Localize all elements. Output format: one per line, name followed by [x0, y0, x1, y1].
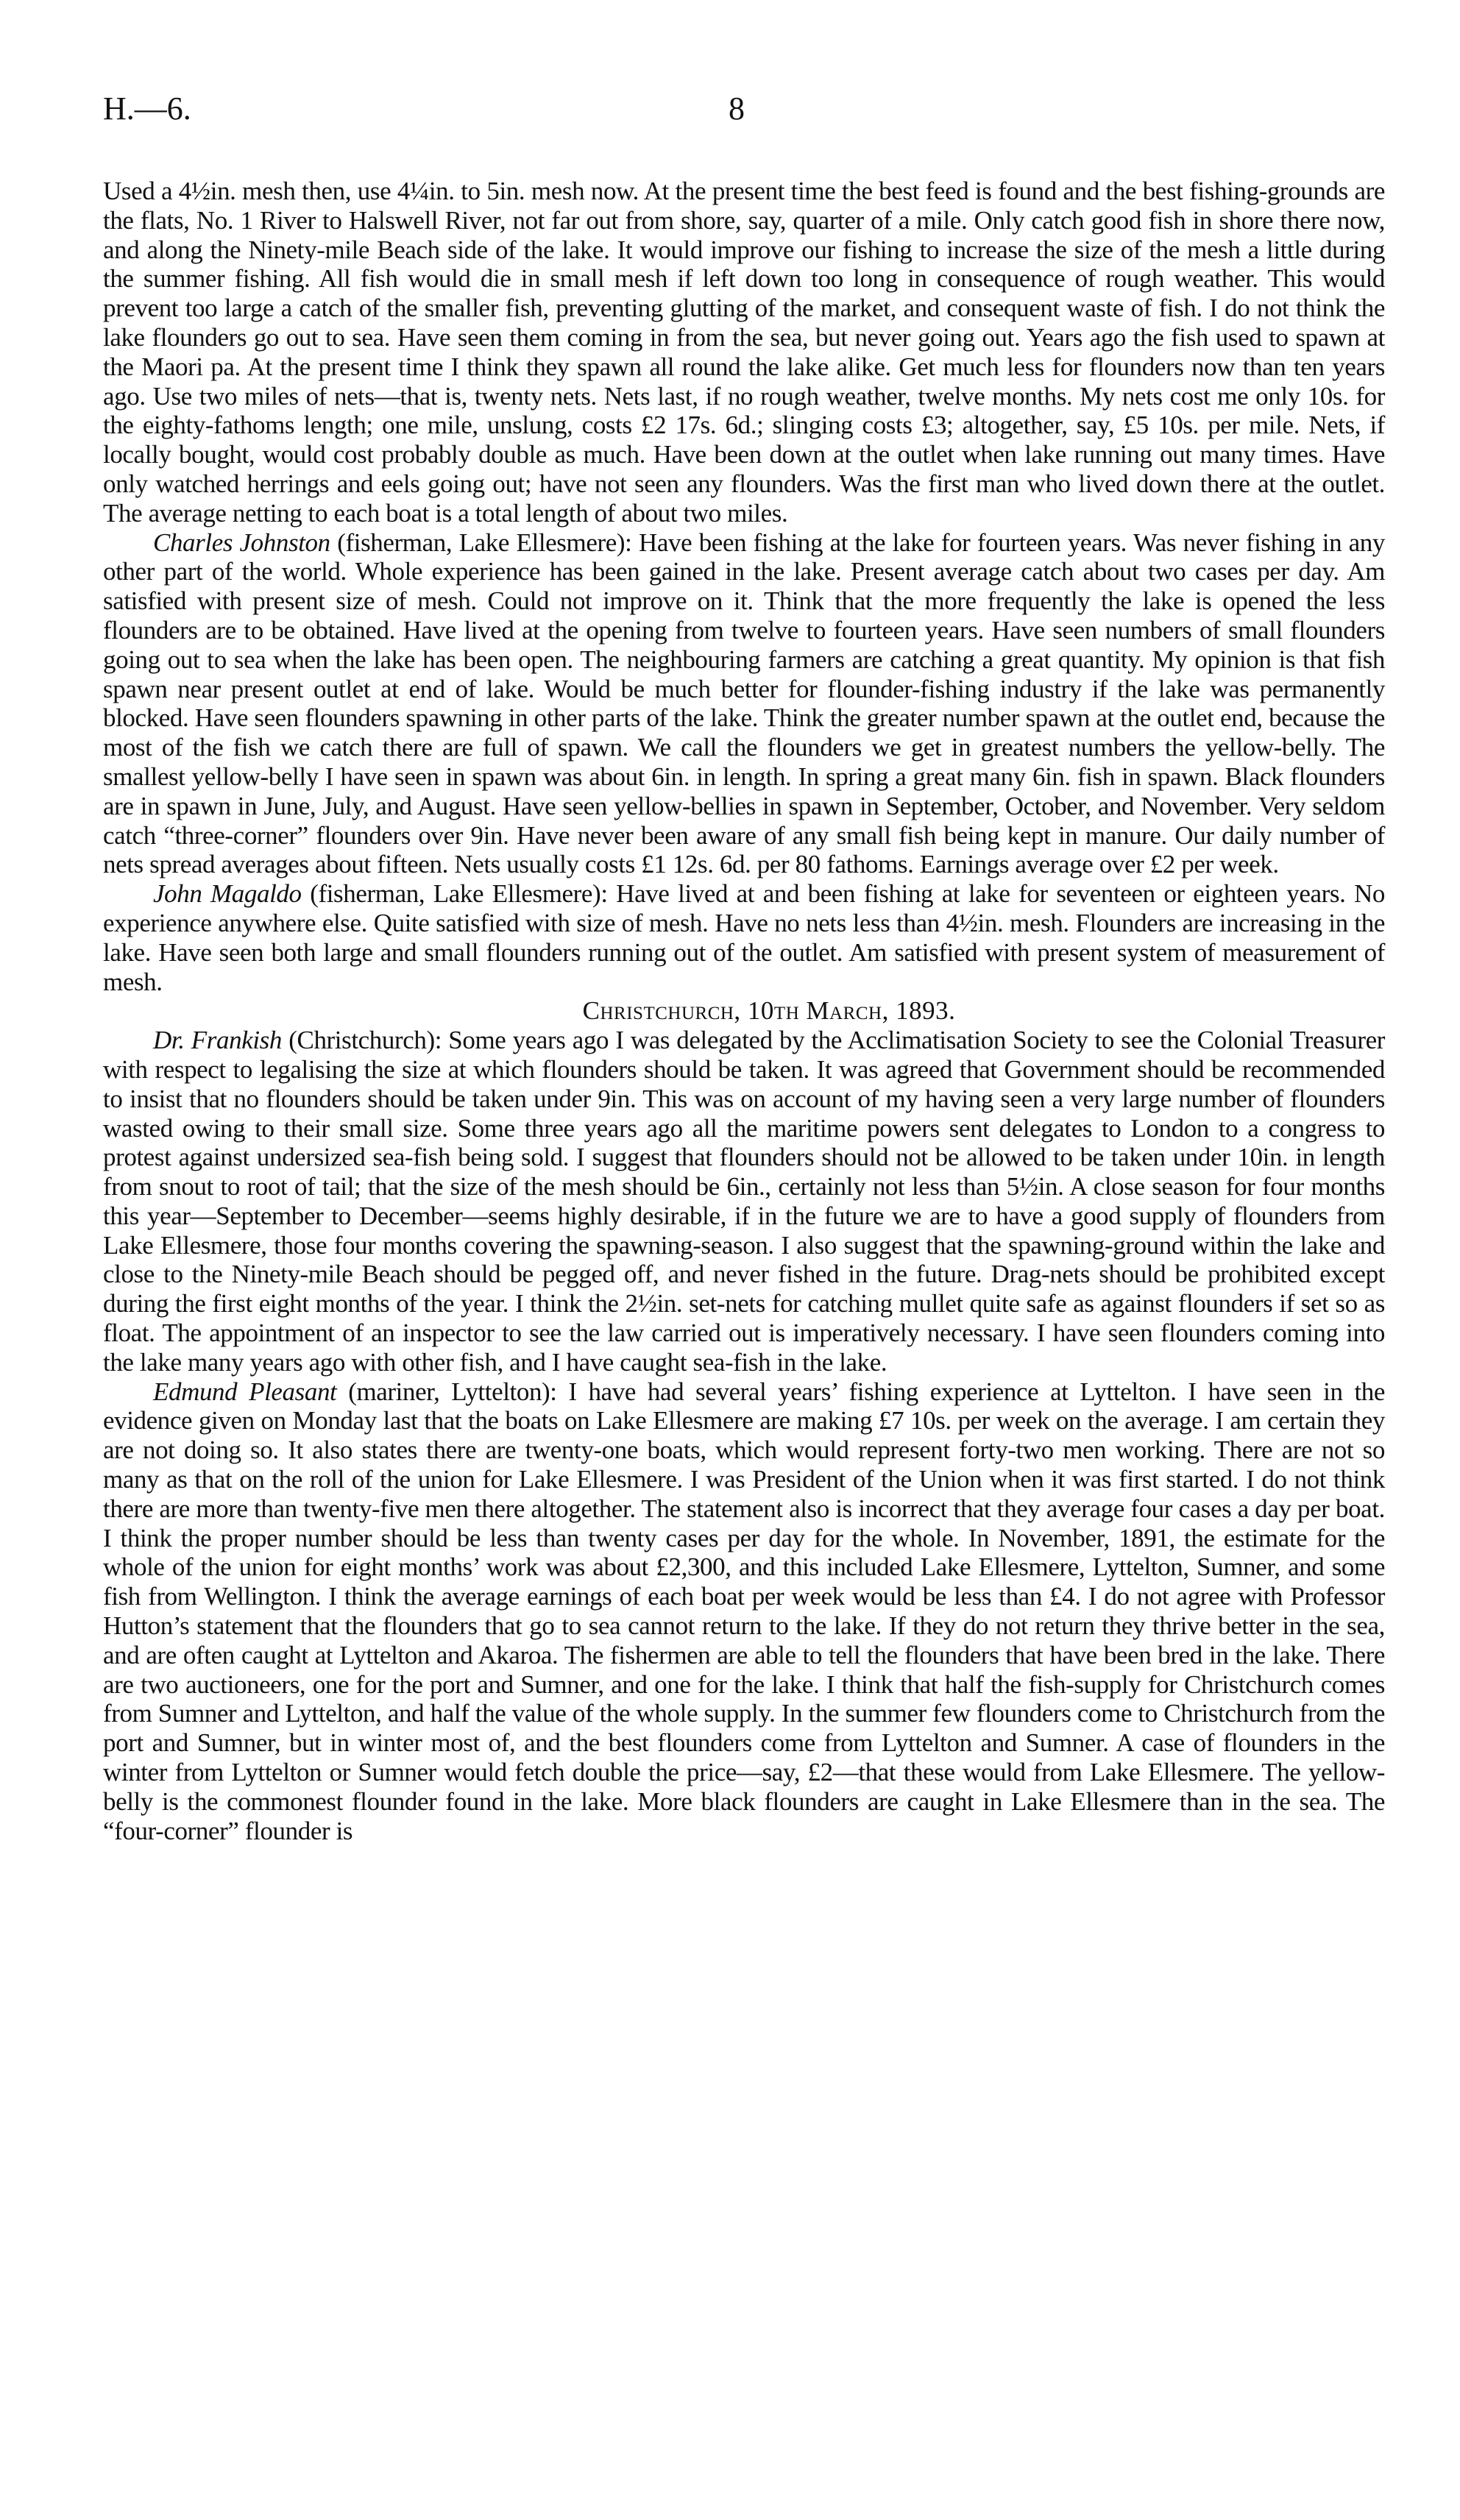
document-reference: H.—6.: [103, 90, 191, 127]
paragraph-johnston: [103, 528, 1385, 880]
document-body: [103, 177, 1385, 1845]
paragraph-frankish: [103, 1026, 1385, 1377]
witness-name: John Magaldo: [153, 879, 302, 909]
paragraph-text: (Christchurch): Some years ago I was delegated by the Acclimatisation Society to see the Colonial Treasurer with respect to legalising the size at which flounders should be taken. It was agreed that Government should be recommended to insist that no flounders should be taken under 9in. This was on account of my having seen a very large number of flounders wasted owing to their small size. Some three years ago all the maritime powers sent delegates to London to a congress to protest against undersized sea-fish being sold. I suggest that flounders should not be allowed to be taken under 10in. in length from snout to root of tail; that the size of the mesh should be 6in., certainly not less than 5½in. A close season for four months this year—September to December—seems highly desirable, if in the future we are to have a good supply of flounders from Lake Ellesmere, those four months covering the spawning-season. I also suggest that the spawning-ground within the lake and close to the Ninety-mile Beach should be pegged off, and never fished in the future. Drag-nets should be prohibited except during the first eight months of the year. I think the 2½in. set-nets for catching mullet quite safe as against flounders if set so as float. The appointment of an inspector to see the law carried out is imperatively necessary. I have seen flounders coming into the lake many years ago with other fish, and I have caught sea-fish in the lake.: [103, 1026, 1385, 1377]
witness-name: Edmund Pleasant: [153, 1377, 337, 1406]
witness-name: Charles Johnston: [153, 528, 330, 557]
paragraph-text: (mariner, Lyttelton): I have had several years’ fishing experience at Lyttelton. I have seen in the evidence given on Monday last that the boats on Lake Ellesmere are making £7 10s. per week on the average. I am certain they are not doing so. It also states there are twenty-one boats, which would represent forty-two men working. There are not so many as that on the roll of the union for Lake Ellesmere. I was President of the Union when it was first started. I do not think there are more than twenty-five men there altogether. The statement also is incorrect that they average four cases a day per boat. I think the proper number should be less than twenty cases per day for the whole. In November, 1891, the estimate for the whole of the union for eight months’ work was about £2,300, and this included Lake Ellesmere, Lyttelton, Sumner, and some fish from Wellington. I think the average earnings of each boat per week would be less than £4. I do not agree with Professor Hutton’s statement that the flounders that go to sea cannot return to the lake. If they do not return they thrive better in the sea, and are often caught at Lyttelton and Akaroa. The fishermen are able to tell the flounders that have been bred in the lake. There are two auctioneers, one for the port and Sumner, and one for the lake. I think that half the fish-supply for Christchurch comes from Sumner and Lyttelton, and half the value of the whole supply. In the summer few flounders come to Christchurch from the port and Sumner, but in winter most of, and the best flounders come from Lyttelton and Sumner. A case of flounders in the winter from Lyttelton or Sumner would fetch double the price—say, £2—that these would from Lake Ellesmere. The yellow-belly is the commonest flounder found in the lake. More black flounders are caught in Lake Ellesmere than in the sea. The “four-corner” flounder is: [103, 1377, 1386, 1845]
paragraph-text: (fisherman, Lake Ellesmere): Have been fishing at the lake for fourteen years. Was never fishing in any other part of the world. Whole experience has been gained in the lake. Present average catch about two cases per day. Am satisfied with present size of mesh. Could not improve on it. Think that the more frequently the lake is opened the less flounders are to be obtained. Have lived at the opening from twelve to fourteen years. Have seen numbers of small flounders going out to sea when the lake has been open. The neighbouring farmers are catching a great quantity. My opinion is that fish spawn near present outlet at end of lake. Would be much better for flounder-fishing industry if the lake was permanently blocked. Have seen flounders spawning in other parts of the lake. Think the greater number spawn at the outlet end, because the most of the fish we catch there are full of spawn. We call the flounders we get in greatest numbers the yellow-belly. The smallest yellow-belly I have seen in spawn was about 6in. in length. In spring a great many 6in. fish in spawn. Black flounders are in spawn in June, July, and August. Have seen yellow-bellies in spawn in September, October, and November. Very seldom catch “three-corner” flounders over 9in. Have never been aware of any small fish being kept in manure. Our daily number of nets spread averages about fifteen. Nets usually costs £1 12s. 6d. per 80 fathoms. Earnings average over £2 per week.: [103, 528, 1386, 879]
section-heading: Christchurch, 10th March, 1893.: [582, 996, 956, 1026]
paragraph-text: (fisherman, Lake Ellesmere): Have lived at and been fishing at lake for seventeen or eighteen years. No experience anywhere else. Quite satisfied with size of mesh. Have no nets less than 4½in. mesh. Flounders are increasing in the lake. Have seen both large and small flounders running out of the outlet. Am satisfied with present system of measurement of mesh.: [103, 879, 1385, 996]
paragraph-pleasant: [103, 1377, 1385, 1846]
witness-name: Dr. Frankish: [153, 1026, 282, 1055]
page-number: 8: [729, 90, 745, 127]
paragraph-continued: [103, 177, 1385, 528]
paragraph-text: Used a 4½in. mesh then, use 4¼in. to 5in. mesh now. At the present time the best feed is found and the best fishing-grounds are the flats, No. 1 River to Halswell River, not far out from shore, say, quarter of a mile. Only catch good fish in shore there now, and along the Ninety-mile Beach side of the lake. It would improve our fishing to increase the size of the mesh a little during the summer fishing. All fish would die in small mesh if left down too long in consequence of rough weather. This would prevent too large a catch of the smaller fish, preventing glutting of the market, and consequent waste of fish. I do not think the lake flounders go out to sea. Have seen them coming in from the sea, but never going out. Years ago the fish used to spawn at the Maori pa. At the present time I think they spawn all round the lake alike. Get much less for flounders now than ten years ago. Use two miles of nets—that is, twenty nets. Nets last, if no rough weather, twelve months. My nets cost me only 10s. for the eighty-fathoms length; one mile, unslung, costs £2 17s. 6d.; slinging costs £3; altogether, say, £5 10s. per mile. Nets, if locally bought, would cost probably double as much. Have been down at the outlet when lake running out many times. Have only watched herrings and eels going out; have not seen any flounders. Was the first man who lived down there at the outlet. The average netting to each boat is a total length of about two miles.: [103, 177, 1385, 528]
paragraph-magaldo: [103, 879, 1385, 996]
